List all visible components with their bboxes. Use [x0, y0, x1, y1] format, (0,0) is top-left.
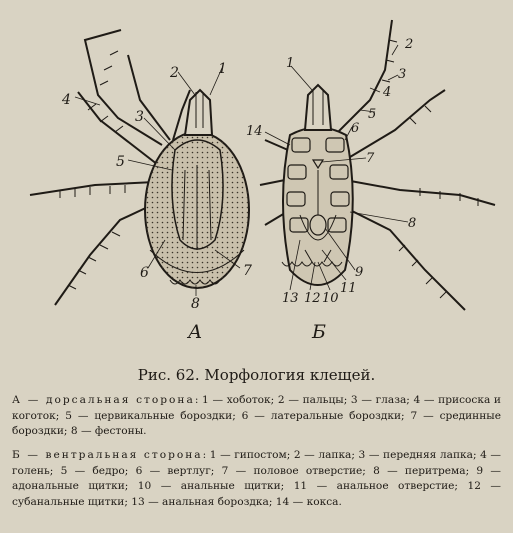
panel-a-label: А: [188, 321, 203, 343]
figure-caption: Рис. 62. Морфология клещей.: [137, 366, 376, 384]
callout-a-3: 3: [135, 109, 144, 125]
callout-a-2: 2: [170, 65, 179, 81]
callout-a-7: 7: [243, 263, 252, 279]
panel-b-label: Б: [312, 321, 326, 343]
legend-dorsal-side: А — дорсальная сторона: [12, 394, 195, 406]
callout-a-8: 8: [191, 296, 200, 312]
callout-b-4: 4: [383, 85, 392, 100]
callout-b-5: 5: [368, 107, 377, 122]
callout-b-10: 10: [322, 291, 339, 306]
callout-b-8: 8: [408, 216, 417, 231]
legend-ventral-text: : 1 — гипостом; 2 — лапка; 3 — передняя лапка; 4 — голень; 5 — бедро; 6 — вертлуг; 7 — половое отверстие; 8 — перитрема; 9 — адональные щитки; 10 — анальные щитки; 11 — анальное отверстие; 12 — субанальные щитки; 13 — анальная бороздка; 14 — кокса.: [12, 449, 502, 508]
callout-b-14: 14: [246, 124, 263, 139]
legend-ventral: [12, 448, 501, 510]
callout-b-7: 7: [366, 151, 375, 166]
callout-a-6: 6: [140, 265, 149, 281]
dorsal-view-drawing: [30, 30, 249, 305]
callout-b-6: 6: [351, 121, 360, 136]
callout-b-12: 12: [304, 291, 321, 306]
callout-a-1: 1: [218, 61, 227, 77]
ventral-view-drawing: [260, 20, 495, 310]
callout-b-1: 1: [286, 56, 295, 71]
callout-b-11: 11: [340, 281, 357, 296]
callout-b-2: 2: [405, 37, 414, 52]
callout-b-9: 9: [355, 265, 364, 280]
legend-dorsal: [12, 393, 501, 440]
legend-dorsal-text: : 1 — хоботок; 2 — пальцы; 3 — глаза; 4 — присоска и коготок; 5 — цервикальные бороздки; 6 — латеральные бороздки; 7 — срединные бороздки; 8 — фестоны.: [12, 394, 501, 438]
callout-a-4: 4: [62, 92, 71, 108]
callout-b-13: 13: [282, 291, 299, 306]
legend-ventral-side: Б — вентральная сторона: [12, 449, 203, 461]
callout-b-3: 3: [398, 67, 407, 82]
callout-a-5: 5: [116, 154, 125, 170]
